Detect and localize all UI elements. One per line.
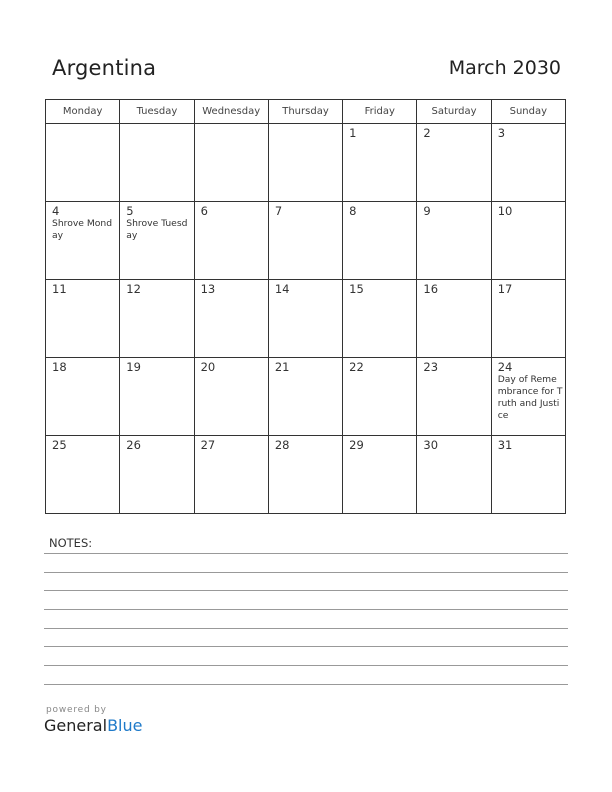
week-row bbox=[46, 436, 566, 514]
day-number: 1 bbox=[349, 126, 357, 140]
day-cell bbox=[343, 436, 417, 514]
day-cell bbox=[417, 124, 491, 202]
day-cell bbox=[268, 358, 342, 436]
country-title: Argentina bbox=[52, 56, 157, 80]
weekday-header: Saturday bbox=[417, 100, 491, 124]
day-number: 10 bbox=[497, 204, 513, 218]
note-line bbox=[44, 609, 568, 610]
day-cell bbox=[491, 124, 565, 202]
note-line bbox=[44, 665, 568, 666]
powered-by-text: powered by bbox=[46, 705, 107, 715]
note-line bbox=[44, 553, 568, 554]
day-number: 5 bbox=[126, 204, 134, 218]
day-number: 18 bbox=[52, 360, 67, 374]
day-number: 19 bbox=[126, 360, 141, 374]
day-cell bbox=[46, 436, 120, 514]
day-number: 25 bbox=[52, 438, 67, 452]
day-number: 21 bbox=[274, 360, 290, 374]
day-number: 30 bbox=[423, 438, 439, 452]
weekday-header: Thursday bbox=[268, 100, 342, 124]
empty-day-cell bbox=[46, 124, 120, 202]
day-cell bbox=[417, 358, 491, 436]
generalblue-logo bbox=[44, 716, 142, 735]
day-cell bbox=[417, 280, 491, 358]
day-cell bbox=[343, 358, 417, 436]
day-number: 4 bbox=[52, 204, 60, 218]
day-cell bbox=[46, 202, 120, 280]
empty-day-cell bbox=[194, 124, 268, 202]
day-number: 17 bbox=[497, 282, 513, 296]
day-cell bbox=[120, 280, 194, 358]
day-cell bbox=[491, 202, 565, 280]
day-cell bbox=[343, 202, 417, 280]
weekday-header: Wednesday bbox=[194, 100, 268, 124]
note-line bbox=[44, 628, 568, 629]
day-number: 20 bbox=[200, 360, 216, 374]
day-number: 28 bbox=[274, 438, 290, 452]
weekday-header: Monday bbox=[46, 100, 120, 124]
day-number: 26 bbox=[126, 438, 141, 452]
day-number: 7 bbox=[274, 204, 283, 218]
weekday-header: Sunday bbox=[491, 100, 565, 124]
month-title: March 2030 bbox=[448, 57, 561, 79]
day-number: 11 bbox=[52, 282, 67, 296]
day-number: 13 bbox=[200, 282, 216, 296]
day-number: 6 bbox=[200, 204, 208, 218]
day-number: 3 bbox=[497, 126, 506, 140]
day-number: 27 bbox=[200, 438, 216, 452]
note-line bbox=[44, 646, 568, 647]
week-row bbox=[46, 124, 566, 202]
brand-blue: Blue bbox=[107, 716, 143, 735]
day-cell bbox=[491, 436, 565, 514]
note-line bbox=[44, 572, 568, 573]
calendar-grid bbox=[45, 99, 566, 514]
day-cell bbox=[343, 280, 417, 358]
day-number: 23 bbox=[423, 360, 439, 374]
holiday-label: Shrove Tuesday bbox=[126, 218, 188, 241]
day-number: 29 bbox=[349, 438, 364, 452]
day-cell bbox=[194, 358, 268, 436]
day-cell bbox=[194, 280, 268, 358]
day-number: 2 bbox=[423, 126, 431, 140]
day-cell bbox=[491, 358, 565, 436]
day-number: 24 bbox=[497, 360, 513, 374]
day-number: 16 bbox=[423, 282, 439, 296]
day-cell bbox=[417, 436, 491, 514]
week-row bbox=[46, 280, 566, 358]
weekday-header: Tuesday bbox=[120, 100, 194, 124]
weekday-header-row bbox=[46, 100, 566, 124]
day-cell bbox=[417, 202, 491, 280]
day-number: 9 bbox=[423, 204, 431, 218]
weekday-header: Friday bbox=[343, 100, 417, 124]
day-cell bbox=[268, 436, 342, 514]
day-number: 15 bbox=[349, 282, 364, 296]
day-number: 12 bbox=[126, 282, 141, 296]
empty-day-cell bbox=[120, 124, 194, 202]
day-cell bbox=[343, 124, 417, 202]
day-cell bbox=[120, 358, 194, 436]
holiday-label: Shrove Monday bbox=[52, 218, 113, 241]
holiday-label: Day of Remembrance for Truth and Justice bbox=[497, 374, 563, 421]
note-line bbox=[44, 684, 568, 685]
week-row bbox=[46, 358, 566, 436]
day-cell bbox=[46, 280, 120, 358]
notes-label: NOTES: bbox=[49, 536, 93, 550]
day-cell bbox=[268, 202, 342, 280]
day-cell bbox=[120, 436, 194, 514]
day-cell bbox=[194, 202, 268, 280]
day-number: 8 bbox=[349, 204, 357, 218]
note-line bbox=[44, 590, 568, 591]
day-cell bbox=[194, 436, 268, 514]
empty-day-cell bbox=[268, 124, 342, 202]
day-cell bbox=[46, 358, 120, 436]
brand-general: General bbox=[44, 716, 108, 735]
week-row bbox=[46, 202, 566, 280]
day-number: 14 bbox=[274, 282, 290, 296]
day-cell bbox=[491, 280, 565, 358]
day-cell bbox=[268, 280, 342, 358]
day-number: 22 bbox=[349, 360, 364, 374]
day-cell bbox=[120, 202, 194, 280]
day-number: 31 bbox=[497, 438, 513, 452]
